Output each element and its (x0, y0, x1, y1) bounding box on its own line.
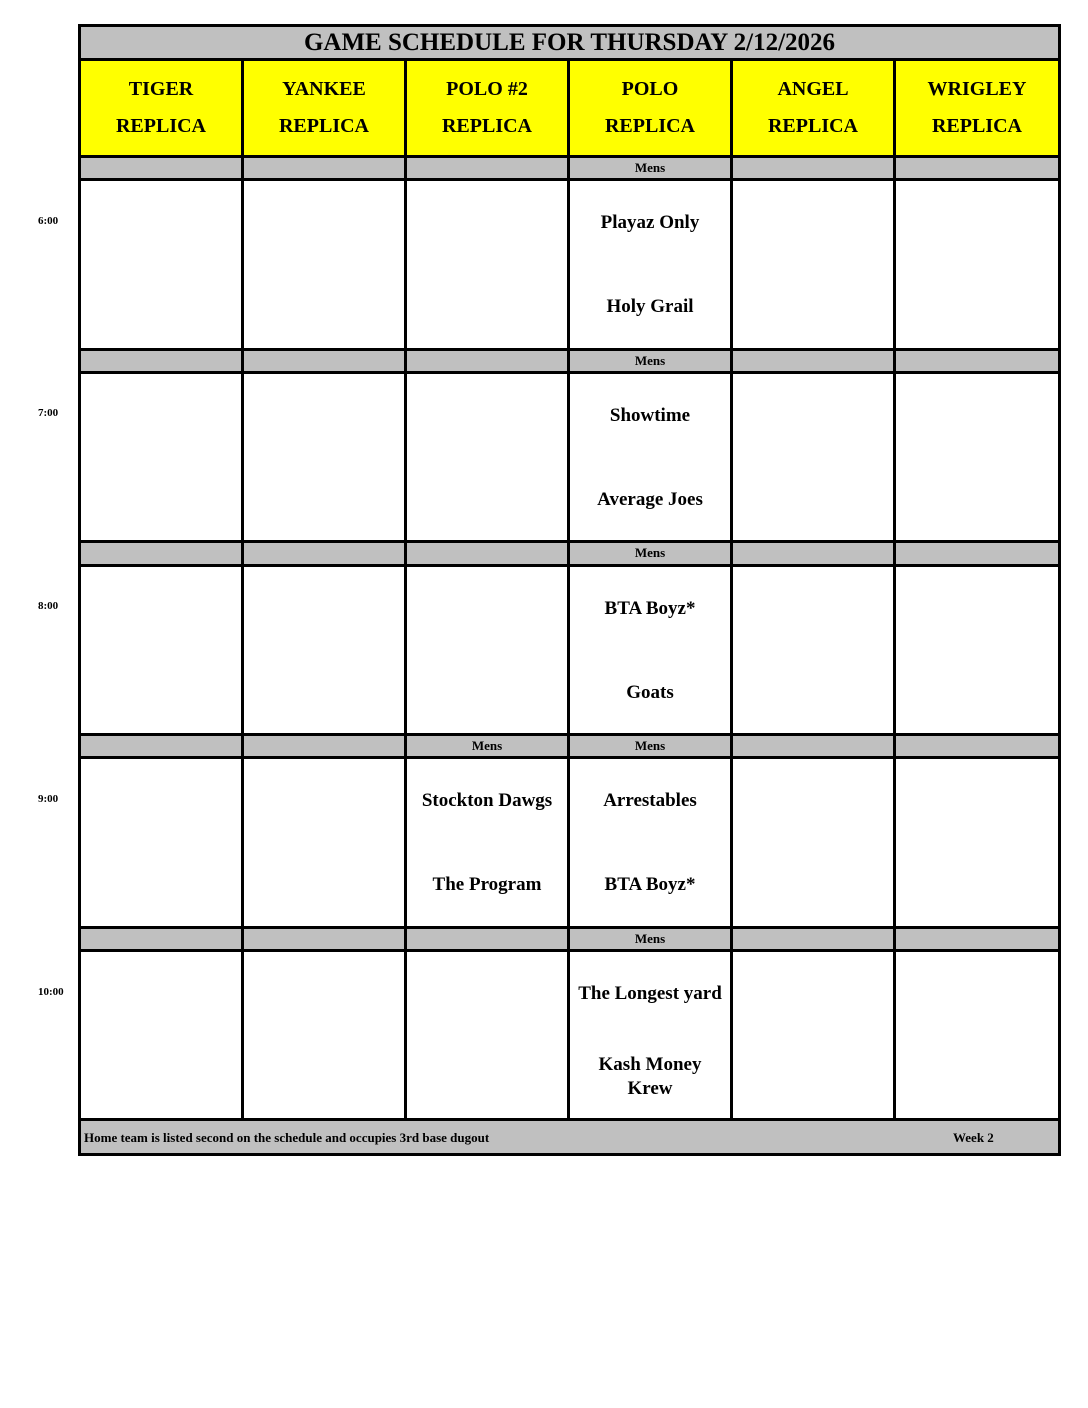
division-band-row (80, 927, 1060, 950)
division-label (895, 156, 1060, 179)
field-header (895, 60, 1060, 156)
division-label (895, 735, 1060, 758)
empty-game-cell (80, 372, 243, 541)
empty-game-cell (895, 180, 1060, 349)
division-label (732, 542, 895, 565)
division-label: Mens (569, 735, 732, 758)
division-label (732, 349, 895, 372)
empty-game-cell (732, 372, 895, 541)
game-cell (569, 180, 732, 349)
game-cell (569, 951, 732, 1120)
empty-game-cell (732, 180, 895, 349)
home-team: The Program (432, 874, 542, 896)
empty-game-cell (80, 758, 243, 927)
field-type: REPLICA (931, 115, 1022, 138)
empty-game-cell (243, 180, 406, 349)
division-label (732, 735, 895, 758)
empty-game-cell (895, 372, 1060, 541)
field-header (80, 60, 243, 156)
empty-game-cell (732, 951, 895, 1120)
division-label: Mens (569, 927, 732, 950)
division-label (406, 349, 569, 372)
empty-game-cell (732, 758, 895, 927)
field-header (243, 60, 406, 156)
away-team: Playaz Only (600, 212, 700, 234)
field-type: REPLICA (278, 115, 369, 138)
division-label (895, 349, 1060, 372)
empty-game-cell (243, 565, 406, 734)
field-type: REPLICA (441, 115, 532, 138)
empty-game-cell (80, 180, 243, 349)
division-label (243, 542, 406, 565)
division-label (80, 735, 243, 758)
time-slot-label: 8:00 (38, 600, 59, 613)
time-slot-label: 7:00 (38, 407, 59, 420)
home-team: Holy Grail (606, 296, 694, 318)
footer-note: Home team is listed second on the schedule and occupies 3rd base dugout (84, 1130, 490, 1146)
division-label (895, 927, 1060, 950)
empty-game-cell (406, 372, 569, 541)
field-header (406, 60, 569, 156)
division-label: Mens (569, 542, 732, 565)
empty-game-cell (243, 951, 406, 1120)
division-label (80, 156, 243, 179)
away-team: Showtime (609, 404, 691, 426)
field-name: POLO #2 (446, 78, 528, 101)
field-header-row (80, 60, 1060, 156)
division-label (80, 349, 243, 372)
division-band-row (80, 349, 1060, 372)
empty-game-cell (895, 951, 1060, 1120)
empty-game-cell (732, 565, 895, 734)
division-label (80, 927, 243, 950)
field-name: WRIGLEY (927, 78, 1027, 101)
field-name: TIGER (128, 78, 194, 101)
schedule-table (78, 24, 1061, 1156)
away-team: BTA Boyz* (604, 597, 696, 619)
division-label (406, 542, 569, 565)
field-header (569, 60, 732, 156)
field-type: REPLICA (115, 115, 206, 138)
empty-game-cell (406, 180, 569, 349)
empty-game-cell (895, 565, 1060, 734)
game-row (80, 180, 1060, 349)
game-cell (569, 758, 732, 927)
division-label (243, 927, 406, 950)
footer-row (80, 1120, 1060, 1155)
game-row (80, 951, 1060, 1120)
home-team: Goats (626, 681, 674, 703)
division-label: Mens (406, 735, 569, 758)
division-label (406, 156, 569, 179)
empty-game-cell (406, 565, 569, 734)
division-label (732, 927, 895, 950)
division-label (895, 542, 1060, 565)
empty-game-cell (895, 758, 1060, 927)
game-row (80, 372, 1060, 541)
week-label: Week 2 (953, 1130, 994, 1146)
division-label (243, 156, 406, 179)
division-label: Mens (569, 156, 732, 179)
time-slot-label: 6:00 (38, 214, 59, 227)
game-cell (569, 565, 732, 734)
empty-game-cell (80, 951, 243, 1120)
footer (80, 1120, 1060, 1155)
home-team: Kash Money Krew (598, 1054, 702, 1100)
away-team: Stockton Dawgs (421, 790, 553, 812)
field-name: ANGEL (777, 78, 849, 101)
time-slot-label: 9:00 (38, 792, 59, 805)
field-name: POLO (621, 78, 679, 101)
game-row (80, 565, 1060, 734)
field-type: REPLICA (604, 115, 695, 138)
division-label (243, 349, 406, 372)
division-label (406, 927, 569, 950)
page-title: GAME SCHEDULE FOR THURSDAY 2/12/2026 (80, 26, 1060, 60)
division-label (732, 156, 895, 179)
division-band-row (80, 542, 1060, 565)
game-cell (569, 372, 732, 541)
division-label: Mens (569, 349, 732, 372)
field-header (732, 60, 895, 156)
division-band-row (80, 735, 1060, 758)
time-slot-label: 10:00 (38, 985, 64, 998)
empty-game-cell (243, 758, 406, 927)
empty-game-cell (80, 565, 243, 734)
empty-game-cell (406, 951, 569, 1120)
away-team: The Longest yard (578, 983, 722, 1005)
division-label (80, 542, 243, 565)
game-cell (406, 758, 569, 927)
home-team: BTA Boyz* (604, 874, 696, 896)
game-row (80, 758, 1060, 927)
home-team: Average Joes (597, 488, 703, 510)
field-type: REPLICA (767, 115, 858, 138)
away-team: Arrestables (603, 790, 697, 812)
division-label (243, 735, 406, 758)
field-name: YANKEE (282, 78, 366, 101)
division-band-row (80, 156, 1060, 179)
empty-game-cell (243, 372, 406, 541)
